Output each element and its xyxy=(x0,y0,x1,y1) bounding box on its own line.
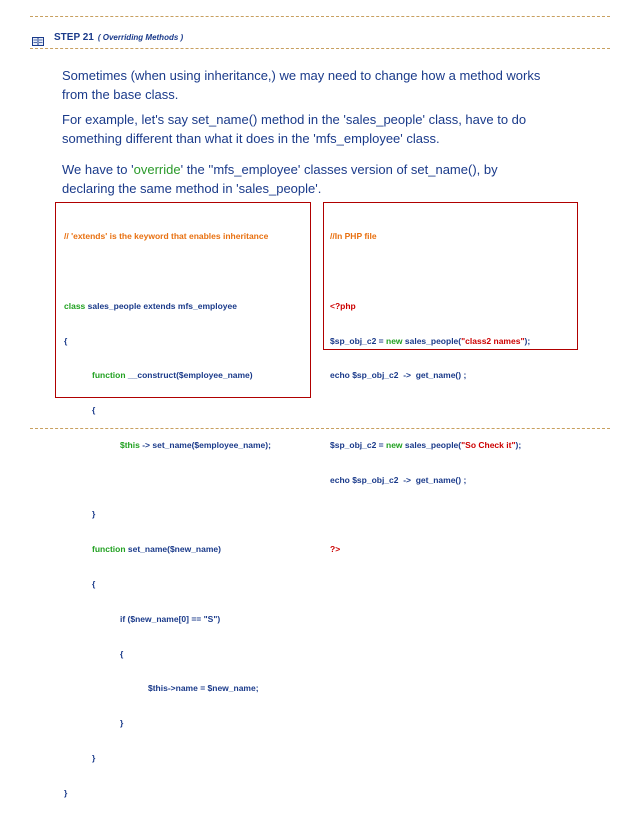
paragraph-2: For example, let's say set_name() method in the 'sales_people' class, have to do something different than what it does in the 'mfs_employee' class. xyxy=(62,112,527,146)
top-rule xyxy=(30,16,610,17)
right-code-box xyxy=(323,202,578,555)
right-code-block xyxy=(330,208,530,579)
function-keyword: function xyxy=(92,544,126,555)
string-literal: "class2 names" xyxy=(461,335,525,346)
header-rule xyxy=(30,48,610,49)
code-line: ); xyxy=(515,439,522,450)
code-line: } xyxy=(64,787,68,798)
function-keyword: function xyxy=(92,370,126,381)
code-comment: //In PHP file xyxy=(330,231,377,242)
paragraph-3-post: ' the ''mfs_employee' classes version of set_name(), by declaring the same method in 'sales_people'. xyxy=(62,162,498,196)
left-code-block xyxy=(64,208,271,822)
code-line: if ($new_name[0] == "S") xyxy=(120,613,221,624)
code-line: $this->name = $new_name; xyxy=(148,683,259,694)
code-line: set_name($new_name) xyxy=(125,544,221,555)
slide-header xyxy=(32,30,183,44)
code-comment: // 'extends' is the keyword that enables inheritance xyxy=(64,231,269,242)
new-keyword: new xyxy=(386,439,403,450)
code-line: ); xyxy=(524,335,531,346)
step-subtitle: ( Overriding Methods ) xyxy=(97,32,184,42)
code-line: { xyxy=(92,405,96,416)
book-icon xyxy=(32,33,44,42)
code-line: -> set_name($employee_name); xyxy=(139,439,271,450)
string-literal: "So Check it" xyxy=(461,439,516,450)
paragraph-3-pre: We have to ' xyxy=(62,162,134,177)
code-line: $sp_obj_c2 = xyxy=(330,335,386,346)
code-line: } xyxy=(120,718,124,729)
code-line: } xyxy=(92,752,96,763)
step-title: STEP 21 xyxy=(54,31,94,43)
code-line: echo $sp_obj_c2 -> get_name() ; xyxy=(330,370,467,381)
php-open-tag: <?php xyxy=(330,300,356,311)
class-keyword: class xyxy=(64,300,86,311)
code-line: sales_people extends mfs_employee xyxy=(85,300,237,311)
code-line: $sp_obj_c2 = xyxy=(330,439,386,450)
code-line: { xyxy=(120,648,124,659)
code-line: sales_people( xyxy=(402,439,462,450)
left-code-box xyxy=(55,202,311,798)
bottom-rule xyxy=(30,428,610,429)
override-keyword: override xyxy=(133,162,181,177)
code-line: { xyxy=(92,579,96,589)
this-keyword: $this xyxy=(120,439,140,450)
code-line: __construct($employee_name) xyxy=(125,370,253,381)
paragraph-3 xyxy=(62,160,548,198)
code-line: { xyxy=(64,335,68,346)
code-line: } xyxy=(92,509,96,520)
code-line: echo $sp_obj_c2 -> get_name() ; xyxy=(330,474,467,485)
php-close-tag: ?> xyxy=(330,544,341,555)
paragraph-1: Sometimes (when using inheritance,) we may need to change how a method works from the base class. xyxy=(62,68,541,102)
code-line: sales_people( xyxy=(402,335,462,346)
new-keyword: new xyxy=(386,335,403,346)
